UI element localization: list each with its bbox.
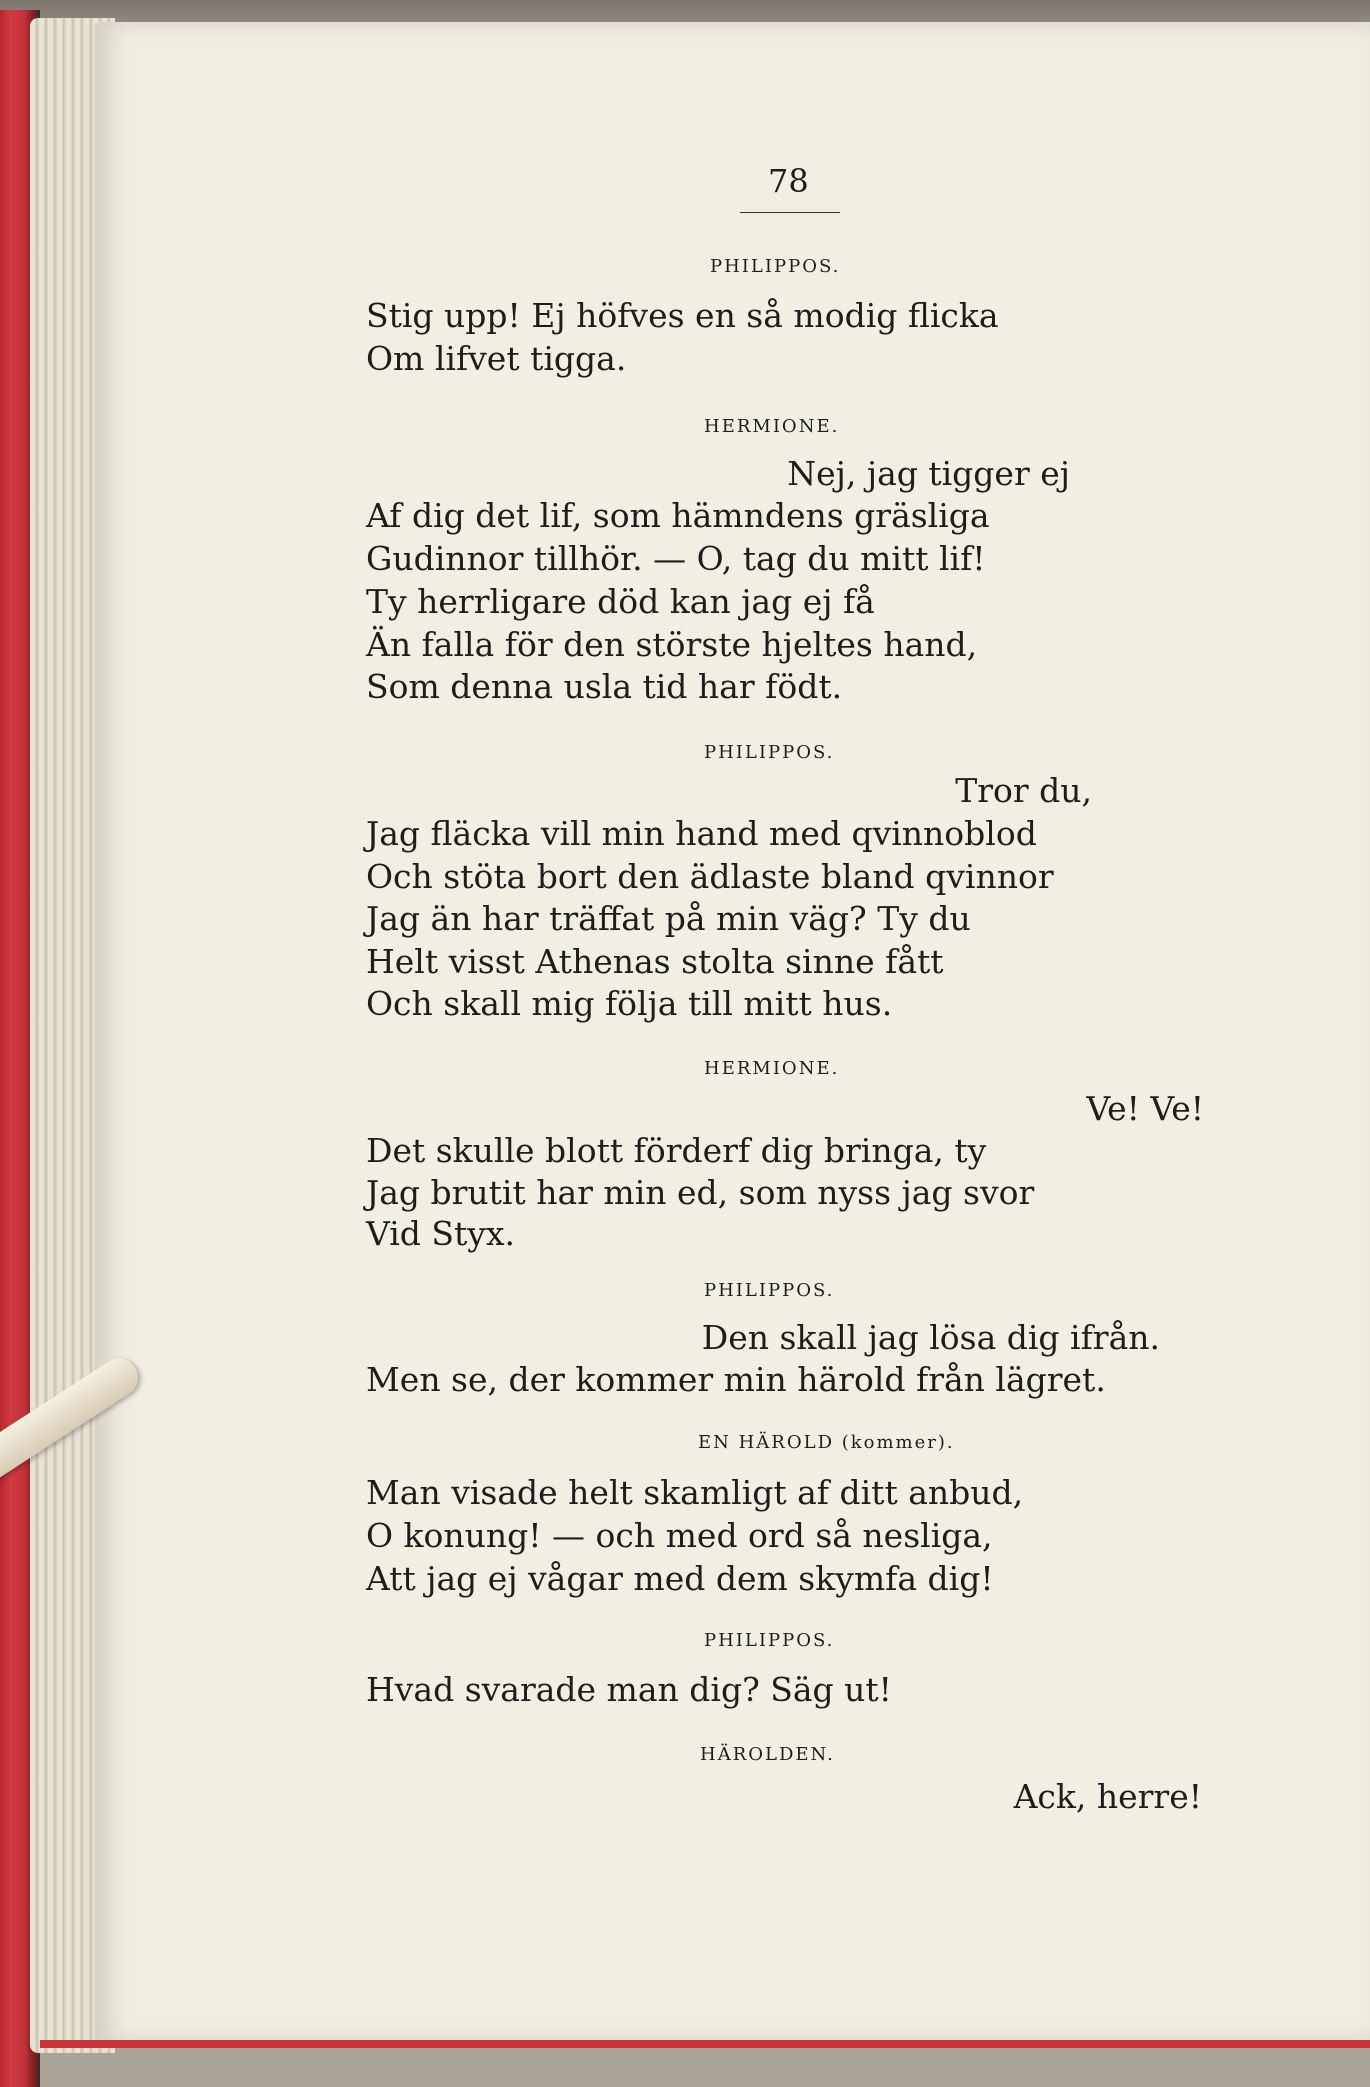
verse-line: Det skulle blott förderf dig bringa, ty bbox=[366, 1131, 987, 1170]
verse-line: Och stöta bort den ädlaste bland qvinnor bbox=[366, 857, 1054, 896]
verse-line: Tror du, bbox=[955, 771, 1092, 810]
speaker-name: HERMIONE. bbox=[704, 1058, 840, 1079]
verse-line: Jag än har träffat på min väg? Ty du bbox=[366, 899, 971, 938]
verse-line: Ack, herre! bbox=[1013, 1777, 1202, 1816]
speaker-name: PHILIPPOS. bbox=[704, 1280, 835, 1301]
verse-line: Än falla för den störste hjeltes hand, bbox=[366, 625, 978, 664]
verse-line: Ve! Ve! bbox=[1086, 1089, 1204, 1128]
verse-line: Om lifvet tigga. bbox=[366, 339, 627, 378]
verse-line: Att jag ej vågar med dem skymfa dig! bbox=[366, 1559, 994, 1598]
verse-line: Den skall jag lösa dig ifrån. bbox=[701, 1318, 1160, 1357]
speaker-name: PHILIPPOS. bbox=[710, 256, 841, 277]
verse-line: Af dig det lif, som hämndens gräsliga bbox=[366, 496, 990, 535]
verse-line: Stig upp! Ej höfves en så modig flicka bbox=[366, 296, 999, 335]
speaker-name: PHILIPPOS. bbox=[704, 742, 835, 763]
verse-line: Vid Styx. bbox=[366, 1214, 516, 1253]
speaker-name: PHILIPPOS. bbox=[704, 1630, 835, 1651]
verse-line: Gudinnor tillhör. — O, tag du mitt lif! bbox=[366, 539, 986, 578]
speaker-name: HÄROLDEN. bbox=[700, 1744, 835, 1765]
verse-line: Och skall mig följa till mitt hus. bbox=[366, 984, 893, 1023]
verse-line: Som denna usla tid har födt. bbox=[366, 667, 843, 706]
speaker-name: EN HÄROLD (kommer). bbox=[698, 1432, 955, 1453]
cover-bottom-edge bbox=[40, 2040, 1370, 2048]
verse-line: Men se, der kommer min härold från lägret. bbox=[366, 1360, 1106, 1399]
verse-line: Nej, jag tigger ej bbox=[787, 454, 1070, 493]
verse-line: Hvad svarade man dig? Säg ut! bbox=[366, 1670, 892, 1709]
page-number: 78 bbox=[768, 162, 809, 200]
verse-line: Jag brutit har min ed, som nyss jag svor bbox=[366, 1173, 1035, 1212]
speaker-name: HERMIONE. bbox=[704, 416, 840, 437]
verse-line: Ty herrligare död kan jag ej få bbox=[366, 582, 875, 621]
verse-line: Helt visst Athenas stolta sinne fått bbox=[366, 942, 944, 981]
page-number-rule bbox=[740, 212, 840, 213]
verse-line: Man visade helt skamligt af ditt anbud, bbox=[366, 1473, 1024, 1512]
verse-line: O konung! — och med ord så nesliga, bbox=[366, 1516, 993, 1555]
verse-line: Jag fläcka vill min hand med qvinnoblod bbox=[366, 814, 1037, 853]
